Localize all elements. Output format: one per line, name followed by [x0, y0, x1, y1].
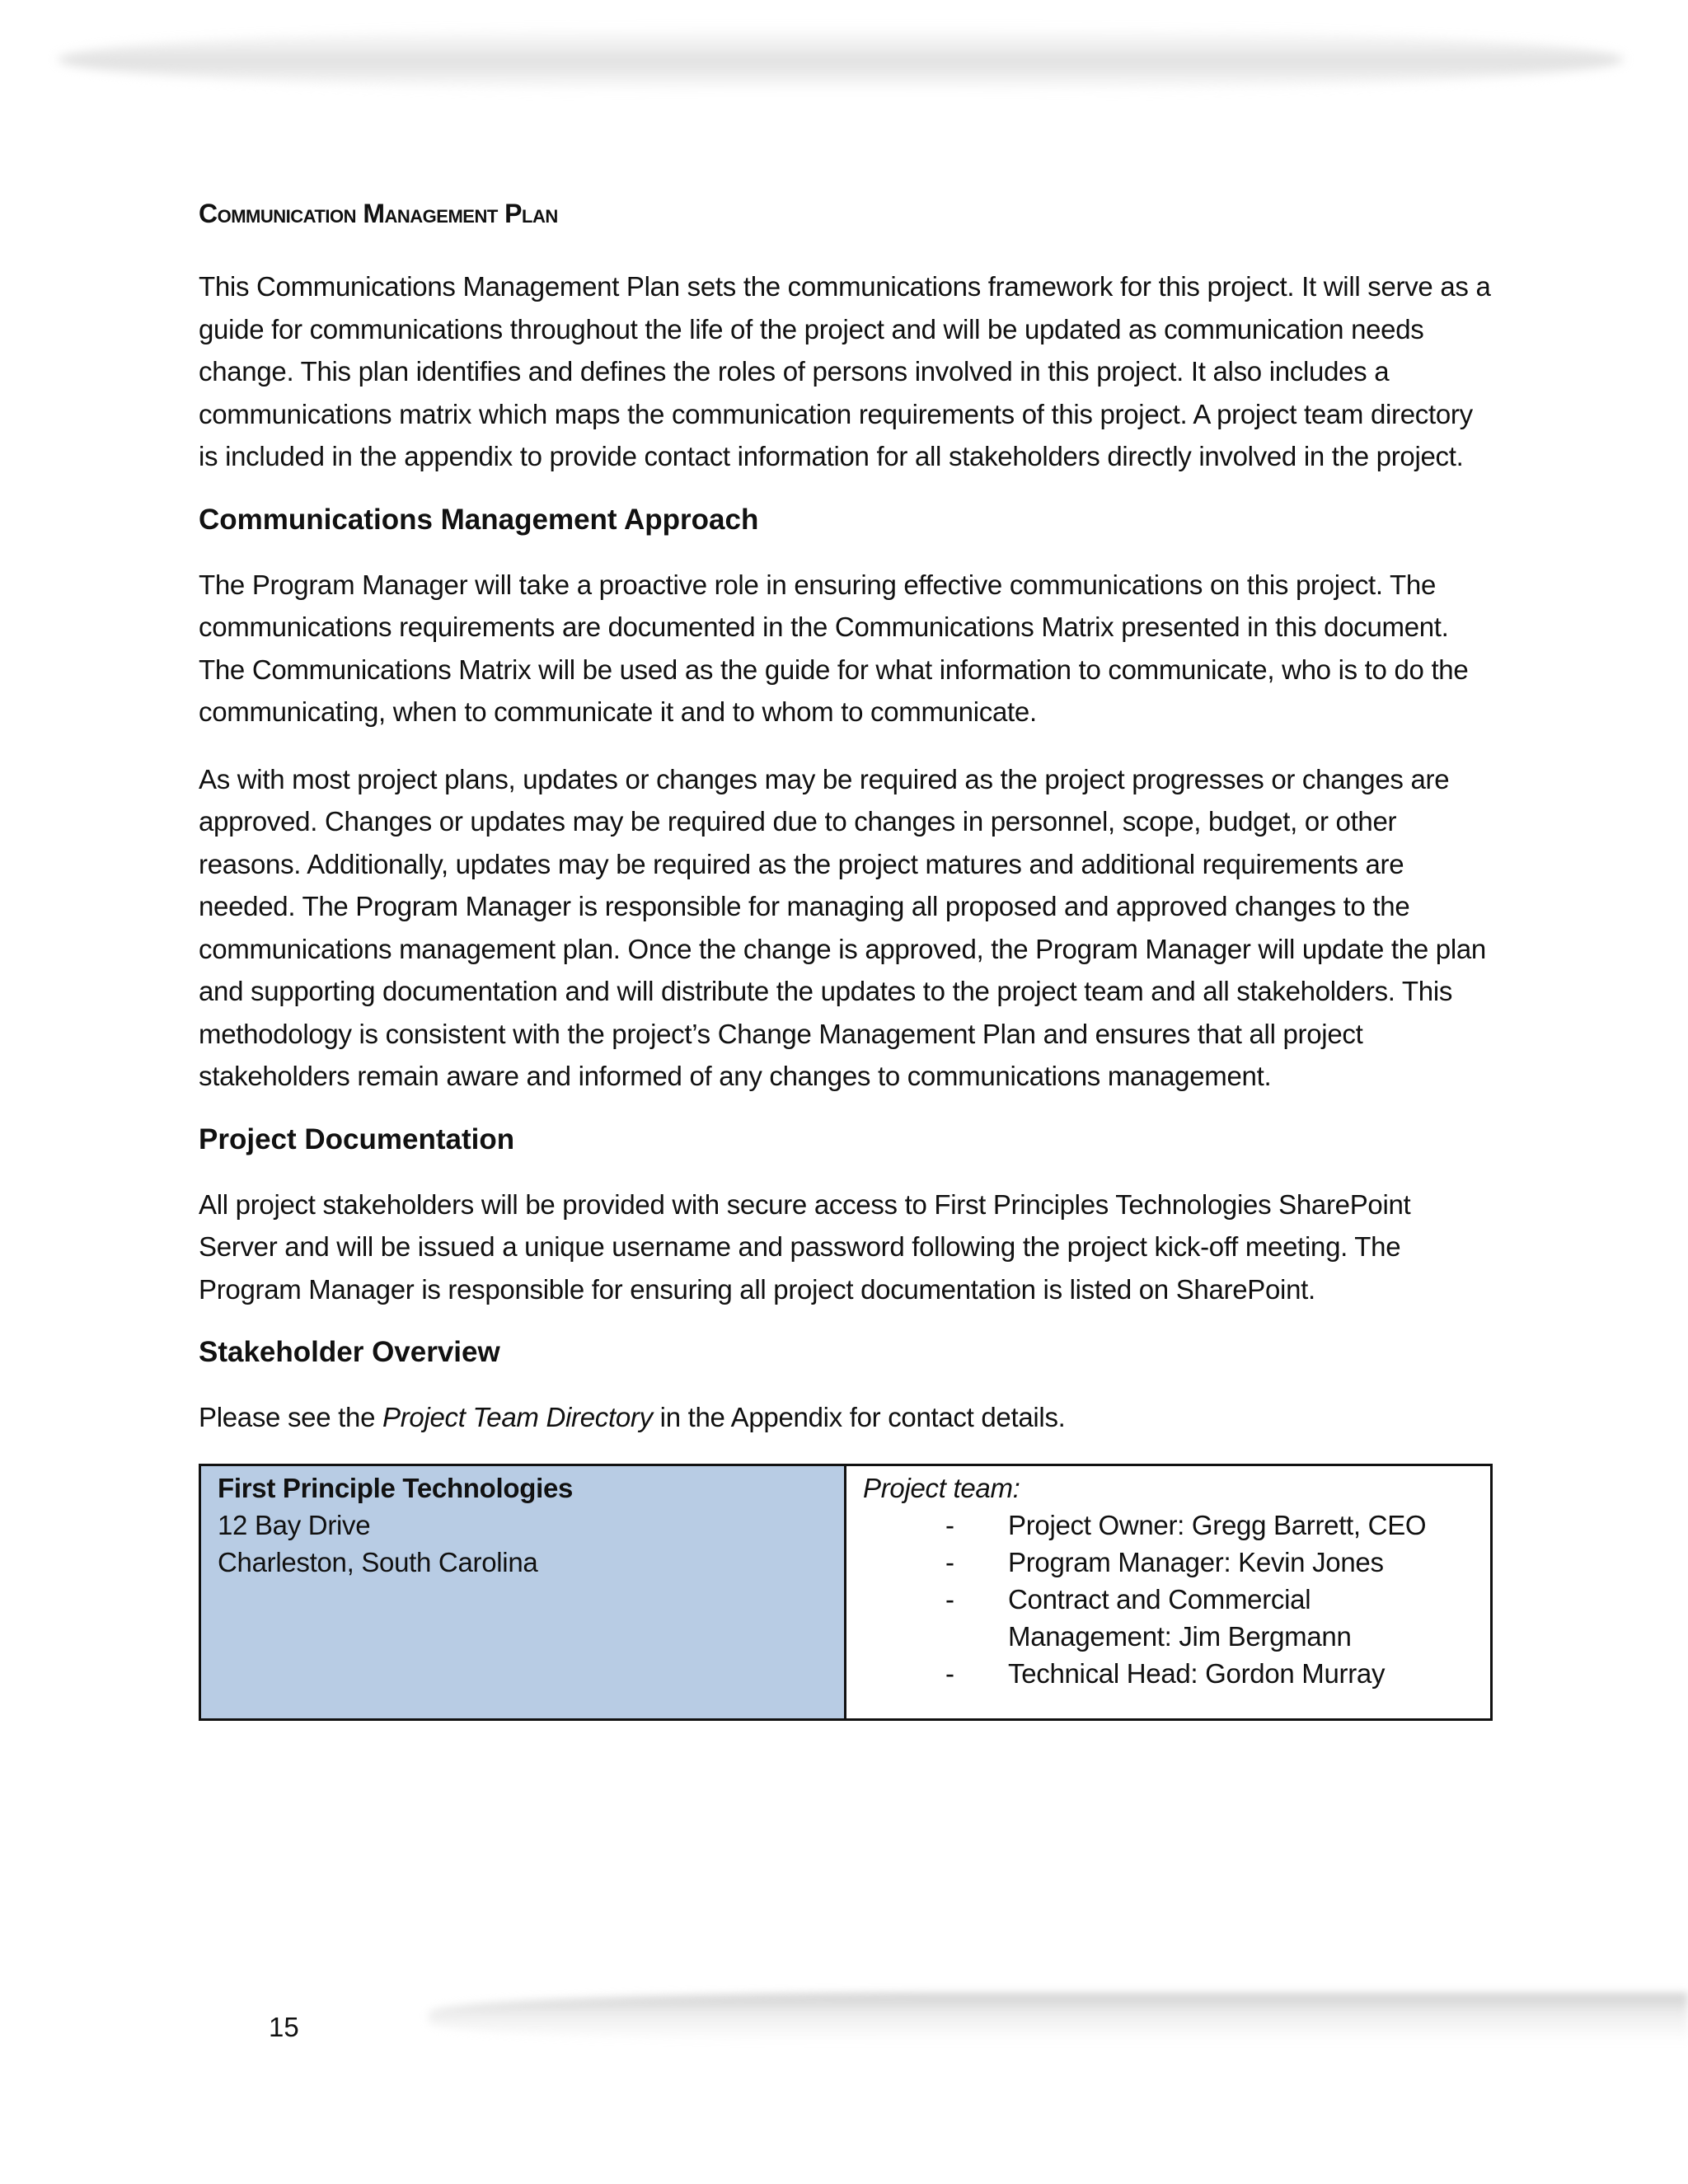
team-member: Technical Head: Gordon Murray: [1008, 1657, 1386, 1689]
project-team-heading: Project team:: [863, 1472, 1020, 1503]
documentation-heading: Project Documentation: [199, 1122, 515, 1155]
page-top-shadow: [58, 26, 1624, 92]
intro-paragraph: This Communications Management Plan sets the communications framework for this project. It will serve as a guide for communications throughout the life of the project and will be updated as communication needs change. This plan identifies and defines the roles of persons involved in this project. It also includes a communications matrix which maps the communication requirements of this project. A project team directory is included in the appendix to provide contact information for all stakeholders directly involved in the project.: [199, 271, 1491, 472]
page-bottom-shadow: [429, 1993, 1688, 2042]
team-member: Project Owner: Gregg Barrett, CEO: [1008, 1509, 1427, 1540]
document-title: Communication Management Plan: [199, 199, 558, 228]
list-item: [909, 1507, 1475, 1544]
approach-paragraph-2: As with most project plans, updates or changes may be required as the project progresses or changes are approved. Changes or updates may be required due to changes in personnel, scope, budget, or other reasons. Additionally, updates may be required as the project matures and additional requirements are needed. The Program Manager is responsible for managing all proposed and approved changes to the communications management plan. Once the change is approved, the Program Manager will update the plan and supporting documentation and will distribute the updates to the project team and all stakeholders. This methodology is consistent with the project’s Change Management Plan and ensures that all project stakeholders remain aware and informed of any changes to communications management.: [199, 763, 1486, 1092]
table-row: [200, 1465, 1492, 1719]
company-address-line-1: 12 Bay Drive: [218, 1509, 371, 1540]
company-cell: [200, 1465, 846, 1719]
stakeholder-note-after: in the Appendix for contact details.: [652, 1402, 1066, 1433]
list-item: [909, 1544, 1475, 1581]
project-team-list: [863, 1507, 1475, 1692]
dash-bullet: -: [945, 1509, 954, 1540]
stakeholder-note: [199, 1396, 1493, 1439]
approach-paragraph-1: The Program Manager will take a proactive role in ensuring effective communications on this project. The communications requirements are documented in the Communications Matrix presented in this document. The Communications Matrix will be used as the guide for what information to communicate, who is to do the communicating, when to communicate it and to whom to communicate.: [199, 569, 1469, 728]
document-body: [199, 198, 1493, 1721]
team-member: Program Manager: Kevin Jones: [1008, 1546, 1384, 1577]
company-name: First Principle Technologies: [218, 1472, 574, 1503]
stakeholder-heading: Stakeholder Overview: [199, 1336, 500, 1369]
dash-bullet: -: [945, 1546, 954, 1577]
stakeholder-note-before: Please see the: [199, 1402, 382, 1433]
stakeholder-contact-table: [199, 1464, 1493, 1721]
dash-bullet: -: [945, 1657, 954, 1689]
project-team-cell: [846, 1465, 1492, 1719]
list-item: [909, 1581, 1475, 1655]
team-directory-reference: Project Team Directory: [382, 1402, 653, 1433]
page-number: 15: [269, 2012, 299, 2042]
list-item: [909, 1655, 1475, 1692]
company-address-line-2: Charleston, South Carolina: [218, 1546, 538, 1577]
team-member: Contract and Commercial Management: Jim Bergmann: [1008, 1583, 1352, 1652]
dash-bullet: -: [945, 1583, 954, 1615]
approach-heading: Communications Management Approach: [199, 503, 759, 536]
documentation-paragraph: All project stakeholders will be provided with secure access to First Principles Technologies SharePoint Server and will be issued a unique username and password following the project kick-off meeting. The Program Manager is responsible for ensuring all project documentation is listed on SharePoint.: [199, 1188, 1411, 1305]
